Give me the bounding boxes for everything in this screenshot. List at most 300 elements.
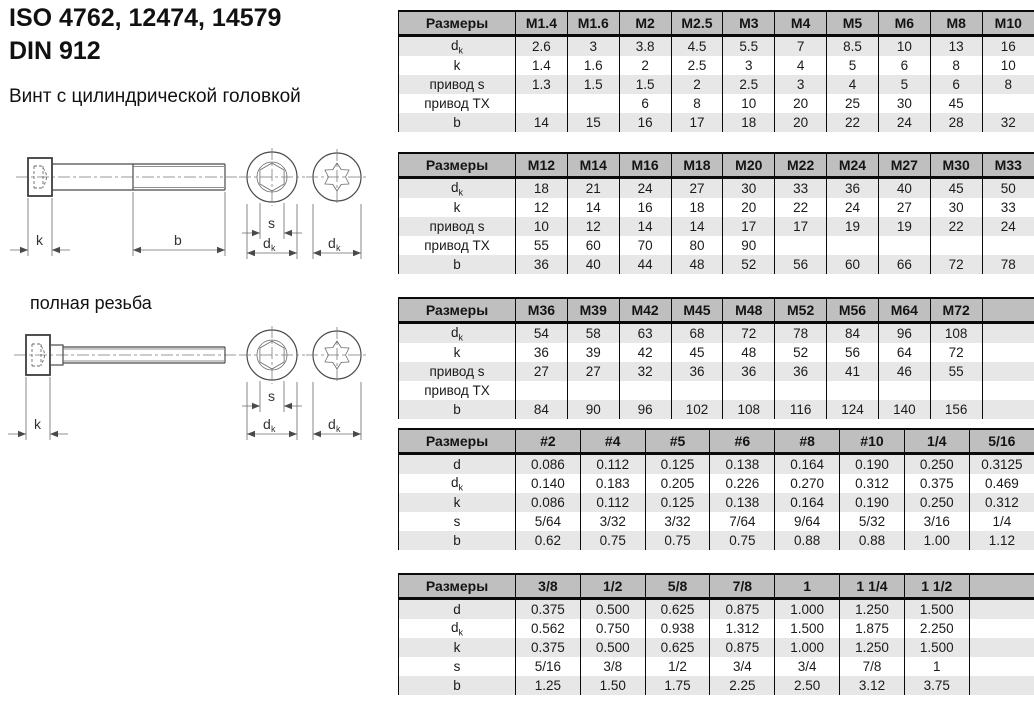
table-cell: 1.12 bbox=[969, 531, 1034, 550]
row-label: $d_k$ bbox=[399, 36, 516, 57]
table-cell: 3/32 bbox=[580, 512, 645, 531]
column-header: #2 bbox=[516, 429, 581, 454]
table-cell: 18 bbox=[516, 178, 568, 199]
table-cell: 84 bbox=[827, 323, 879, 344]
table-cell: 0.226 bbox=[710, 474, 775, 493]
table-cell bbox=[878, 236, 930, 255]
table-cell: 21 bbox=[567, 178, 619, 199]
table-cell: 10 bbox=[723, 94, 775, 113]
table-cell: 124 bbox=[827, 400, 879, 419]
table-cell: 41 bbox=[827, 362, 879, 381]
column-header bbox=[969, 574, 1034, 599]
column-header: M64 bbox=[878, 298, 930, 323]
table-cell: 63 bbox=[619, 323, 671, 344]
table-row bbox=[399, 36, 1034, 57]
row-label: $d_k$ bbox=[399, 323, 516, 344]
table-cell: 6 bbox=[619, 94, 671, 113]
table-cell: 0.164 bbox=[775, 493, 840, 512]
table-row bbox=[399, 474, 1034, 493]
table-cell: 2.6 bbox=[516, 36, 568, 57]
row-label: $d_k$ bbox=[399, 619, 516, 638]
dimensions-table-inch-small bbox=[398, 428, 1034, 550]
column-header: 1 1/2 bbox=[904, 574, 969, 599]
end-view-torx-socket bbox=[306, 149, 368, 259]
table-cell: 28 bbox=[930, 113, 982, 132]
table-cell: 0.125 bbox=[645, 454, 710, 475]
column-header: 1 bbox=[775, 574, 840, 599]
screw-drawing-partial-thread bbox=[0, 147, 395, 272]
table-cell: 1/4 bbox=[969, 512, 1034, 531]
table-cell: 84 bbox=[516, 400, 568, 419]
table-cell: 17 bbox=[671, 113, 723, 132]
table-cell bbox=[930, 236, 982, 255]
column-header: M3 bbox=[723, 11, 775, 36]
table-cell: 4 bbox=[775, 56, 827, 75]
label-dk-sub: k bbox=[271, 424, 276, 434]
label-dk-sub: k bbox=[336, 243, 341, 253]
dimension-b bbox=[133, 192, 225, 256]
table-cell: 1.000 bbox=[775, 599, 840, 620]
column-header bbox=[982, 298, 1034, 323]
table-cell: 156 bbox=[930, 400, 982, 419]
table-cell: 36 bbox=[516, 343, 568, 362]
page-title bbox=[9, 2, 281, 68]
label-dk-sub: k bbox=[336, 424, 341, 434]
column-header: M20 bbox=[723, 153, 775, 178]
dimension-k bbox=[10, 198, 70, 256]
table-cell: 0.375 bbox=[516, 638, 581, 657]
table-cell: 0.625 bbox=[645, 599, 710, 620]
table-cell: 52 bbox=[723, 255, 775, 274]
table-cell: 16 bbox=[619, 198, 671, 217]
row-label-header: Размеры bbox=[399, 429, 516, 454]
table-cell: 3/4 bbox=[775, 657, 840, 676]
table-cell: 3/16 bbox=[904, 512, 969, 531]
table-cell: 18 bbox=[723, 113, 775, 132]
table-cell: 30 bbox=[930, 198, 982, 217]
table-row bbox=[399, 75, 1034, 94]
table-cell: 48 bbox=[723, 343, 775, 362]
table-cell: 1.500 bbox=[775, 619, 840, 638]
table-cell bbox=[982, 94, 1034, 113]
table-cell: 13 bbox=[930, 36, 982, 57]
table-cell bbox=[827, 381, 879, 400]
table-cell: 1.250 bbox=[840, 638, 905, 657]
table-row bbox=[399, 198, 1034, 217]
column-header: 5/16 bbox=[969, 429, 1034, 454]
table-cell: 16 bbox=[619, 113, 671, 132]
table-cell: 72 bbox=[930, 255, 982, 274]
table-cell: 70 bbox=[619, 236, 671, 255]
table-cell bbox=[775, 381, 827, 400]
dimensions-table-inch-large bbox=[398, 573, 1034, 695]
table-cell: 2 bbox=[671, 75, 723, 94]
table-cell: 0.250 bbox=[904, 493, 969, 512]
table-cell: 72 bbox=[723, 323, 775, 344]
table-cell: 2.250 bbox=[904, 619, 969, 638]
table-cell: 0.625 bbox=[645, 638, 710, 657]
table-row bbox=[399, 236, 1034, 255]
table-cell: 4.5 bbox=[671, 36, 723, 57]
table-cell: 0.183 bbox=[580, 474, 645, 493]
table-cell: 0.086 bbox=[516, 493, 581, 512]
table-cell: 7/64 bbox=[710, 512, 775, 531]
table-row bbox=[399, 493, 1034, 512]
table-cell: 45 bbox=[671, 343, 723, 362]
table-cell: 1.000 bbox=[775, 638, 840, 657]
row-label: b bbox=[399, 400, 516, 419]
table-row bbox=[399, 362, 1034, 381]
table-cell: 108 bbox=[723, 400, 775, 419]
table-cell bbox=[969, 619, 1034, 638]
table-cell: 5 bbox=[878, 75, 930, 94]
column-header: M52 bbox=[775, 298, 827, 323]
table-cell: 2 bbox=[619, 56, 671, 75]
table-cell: 48 bbox=[671, 255, 723, 274]
table-cell: 8 bbox=[671, 94, 723, 113]
table-cell: 66 bbox=[878, 255, 930, 274]
table-cell bbox=[567, 381, 619, 400]
inch-table-no2-5_16 bbox=[398, 428, 1034, 550]
page-subtitle: Винт с цилиндрической головкой bbox=[9, 86, 301, 107]
table-cell: 80 bbox=[671, 236, 723, 255]
row-label: d bbox=[399, 599, 516, 620]
table-cell: 72 bbox=[930, 343, 982, 362]
table-cell: 0.375 bbox=[516, 599, 581, 620]
table-cell: 45 bbox=[930, 94, 982, 113]
table-cell: 36 bbox=[723, 362, 775, 381]
table-cell: 1.00 bbox=[904, 531, 969, 550]
label-dk-main: d bbox=[263, 235, 271, 251]
column-header: M48 bbox=[723, 298, 775, 323]
standard-iso-title: ISO 4762, 12474, 14579 bbox=[9, 4, 282, 32]
table-cell: 0.62 bbox=[516, 531, 581, 550]
table-cell: 3/8 bbox=[580, 657, 645, 676]
table-cell: 2.25 bbox=[710, 676, 775, 695]
row-label: k bbox=[399, 198, 516, 217]
table-cell: 17 bbox=[723, 217, 775, 236]
table-cell: 56 bbox=[775, 255, 827, 274]
table-cell: 0.75 bbox=[710, 531, 775, 550]
table-cell: 55 bbox=[516, 236, 568, 255]
label-k: k bbox=[36, 232, 43, 248]
table-row bbox=[399, 381, 1034, 400]
table-cell: 1.875 bbox=[840, 619, 905, 638]
row-label: d bbox=[399, 454, 516, 475]
column-header: 1/4 bbox=[904, 429, 969, 454]
column-header: M2 bbox=[619, 11, 671, 36]
table-cell: 8.5 bbox=[827, 36, 879, 57]
table-cell: 64 bbox=[878, 343, 930, 362]
row-label-header: Размеры bbox=[399, 574, 516, 599]
table-cell: 2.5 bbox=[671, 56, 723, 75]
table-cell bbox=[982, 362, 1034, 381]
label-dk-main: d bbox=[328, 235, 336, 251]
table-cell: 0.138 bbox=[710, 493, 775, 512]
table-cell: 0.086 bbox=[516, 454, 581, 475]
table-cell: 1.3 bbox=[516, 75, 568, 94]
column-header: M72 bbox=[930, 298, 982, 323]
dimensions-table-metric-small bbox=[398, 10, 1034, 132]
column-header: M36 bbox=[516, 298, 568, 323]
table-cell bbox=[969, 657, 1034, 676]
column-header: M39 bbox=[567, 298, 619, 323]
table-row bbox=[399, 56, 1034, 75]
table-cell: 0.75 bbox=[645, 531, 710, 550]
column-header: M42 bbox=[619, 298, 671, 323]
table-cell: 56 bbox=[827, 343, 879, 362]
column-header: M1.6 bbox=[567, 11, 619, 36]
label-dk-main: d bbox=[263, 416, 271, 432]
table-cell: 39 bbox=[567, 343, 619, 362]
row-label: k bbox=[399, 56, 516, 75]
table-cell: 18 bbox=[671, 198, 723, 217]
table-cell: 2.5 bbox=[723, 75, 775, 94]
table-cell: 68 bbox=[671, 323, 723, 344]
table-cell bbox=[619, 381, 671, 400]
table-cell: 3 bbox=[723, 56, 775, 75]
table-cell: 0.112 bbox=[580, 454, 645, 475]
dimensions-table-metric-large bbox=[398, 297, 1034, 419]
table-cell: 0.190 bbox=[840, 493, 905, 512]
column-header: M12 bbox=[516, 153, 568, 178]
table-cell: 1.6 bbox=[567, 56, 619, 75]
table-row bbox=[399, 619, 1034, 638]
column-header: M56 bbox=[827, 298, 879, 323]
table-cell: 8 bbox=[930, 56, 982, 75]
table-cell: 1/2 bbox=[645, 657, 710, 676]
table-cell bbox=[775, 236, 827, 255]
row-label: s bbox=[399, 512, 516, 531]
column-header: M18 bbox=[671, 153, 723, 178]
table-row bbox=[399, 657, 1034, 676]
table-cell: 44 bbox=[619, 255, 671, 274]
table-cell: 1 bbox=[904, 657, 969, 676]
column-header: M30 bbox=[930, 153, 982, 178]
table-cell bbox=[982, 236, 1034, 255]
table-cell: 0.875 bbox=[710, 638, 775, 657]
table-cell: 32 bbox=[982, 113, 1034, 132]
table-cell: 52 bbox=[775, 343, 827, 362]
table-cell: 7/8 bbox=[840, 657, 905, 676]
table-cell: 0.125 bbox=[645, 493, 710, 512]
column-header: #8 bbox=[775, 429, 840, 454]
table-cell bbox=[982, 323, 1034, 344]
table-cell: 40 bbox=[878, 178, 930, 199]
table-cell: 3.75 bbox=[904, 676, 969, 695]
metric-table-m1_4-m10 bbox=[398, 10, 1034, 132]
table-cell: 3.12 bbox=[840, 676, 905, 695]
column-header: M14 bbox=[567, 153, 619, 178]
table-cell: 36 bbox=[827, 178, 879, 199]
table-row bbox=[399, 113, 1034, 132]
table-cell: 14 bbox=[567, 198, 619, 217]
table-cell bbox=[827, 236, 879, 255]
table-cell bbox=[969, 676, 1034, 695]
table-cell: 3 bbox=[775, 75, 827, 94]
row-label: привод TX bbox=[399, 94, 516, 113]
table-cell: 0.270 bbox=[775, 474, 840, 493]
table-cell: 10 bbox=[982, 56, 1034, 75]
label-b: b bbox=[174, 232, 182, 248]
row-label: привод TX bbox=[399, 236, 516, 255]
table-cell: 19 bbox=[878, 217, 930, 236]
column-header: M24 bbox=[827, 153, 879, 178]
table-cell: 15 bbox=[567, 113, 619, 132]
table-cell: 0.562 bbox=[516, 619, 581, 638]
metric-table-m12-m33 bbox=[398, 152, 1034, 274]
table-cell: 0.75 bbox=[580, 531, 645, 550]
column-header: M6 bbox=[878, 11, 930, 36]
table-cell: 20 bbox=[723, 198, 775, 217]
table-cell: 27 bbox=[567, 362, 619, 381]
table-cell: 36 bbox=[516, 255, 568, 274]
table-cell: 0.250 bbox=[904, 454, 969, 475]
dimension-k bbox=[8, 377, 68, 440]
table-cell: 58 bbox=[567, 323, 619, 344]
row-label: b bbox=[399, 531, 516, 550]
table-cell: 1.75 bbox=[645, 676, 710, 695]
table-cell: 4 bbox=[827, 75, 879, 94]
table-cell: 5 bbox=[827, 56, 879, 75]
table-cell: 116 bbox=[775, 400, 827, 419]
table-cell: 5/16 bbox=[516, 657, 581, 676]
table-cell: 2.50 bbox=[775, 676, 840, 695]
table-cell: 9/64 bbox=[775, 512, 840, 531]
table-row bbox=[399, 512, 1034, 531]
table-cell: 78 bbox=[982, 255, 1034, 274]
table-cell: 16 bbox=[982, 36, 1034, 57]
column-header: 3/8 bbox=[516, 574, 581, 599]
table-cell: 6 bbox=[930, 75, 982, 94]
table-row bbox=[399, 217, 1034, 236]
table-cell: 1.500 bbox=[904, 638, 969, 657]
table-row bbox=[399, 400, 1034, 419]
table-cell: 55 bbox=[930, 362, 982, 381]
table-cell: 36 bbox=[671, 362, 723, 381]
table-cell: 102 bbox=[671, 400, 723, 419]
table-cell: 90 bbox=[723, 236, 775, 255]
table-cell: 14 bbox=[516, 113, 568, 132]
table-cell: 3 bbox=[567, 36, 619, 57]
table-cell: 30 bbox=[723, 178, 775, 199]
column-header: #6 bbox=[710, 429, 775, 454]
table-cell: 3.8 bbox=[619, 36, 671, 57]
column-header: #10 bbox=[840, 429, 905, 454]
row-label: привод s bbox=[399, 362, 516, 381]
full-thread-caption: полная резьба bbox=[30, 293, 152, 313]
row-label: b bbox=[399, 255, 516, 274]
table-cell: 0.312 bbox=[840, 474, 905, 493]
table-cell: 1.312 bbox=[710, 619, 775, 638]
label-s: s bbox=[268, 215, 275, 231]
table-cell: 27 bbox=[671, 178, 723, 199]
column-header: M10 bbox=[982, 11, 1034, 36]
table-cell: 24 bbox=[982, 217, 1034, 236]
table-cell: 7 bbox=[775, 36, 827, 57]
table-cell bbox=[969, 599, 1034, 620]
row-label: k bbox=[399, 638, 516, 657]
row-label: b bbox=[399, 676, 516, 695]
table-cell: 54 bbox=[516, 323, 568, 344]
row-label: b bbox=[399, 113, 516, 132]
table-cell: 6 bbox=[878, 56, 930, 75]
table-row bbox=[399, 676, 1034, 695]
column-header: M2.5 bbox=[671, 11, 723, 36]
table-cell: 0.500 bbox=[580, 599, 645, 620]
table-cell: 27 bbox=[516, 362, 568, 381]
table-cell: 0.875 bbox=[710, 599, 775, 620]
table-cell: 12 bbox=[567, 217, 619, 236]
table-cell bbox=[982, 381, 1034, 400]
table-cell: 45 bbox=[930, 178, 982, 199]
table-cell: 108 bbox=[930, 323, 982, 344]
table-row bbox=[399, 255, 1034, 274]
metric-table-m36-m72 bbox=[398, 297, 1034, 419]
table-cell: 96 bbox=[619, 400, 671, 419]
column-header: M8 bbox=[930, 11, 982, 36]
table-cell: 0.312 bbox=[969, 493, 1034, 512]
table-cell: 0.469 bbox=[969, 474, 1034, 493]
table-cell: 19 bbox=[827, 217, 879, 236]
table-cell: 0.750 bbox=[580, 619, 645, 638]
column-header: M33 bbox=[982, 153, 1034, 178]
column-header: 1 1/4 bbox=[840, 574, 905, 599]
table-cell: 96 bbox=[878, 323, 930, 344]
row-label-header: Размеры bbox=[399, 153, 516, 178]
table-cell: 30 bbox=[878, 94, 930, 113]
column-header: M45 bbox=[671, 298, 723, 323]
table-cell: 78 bbox=[775, 323, 827, 344]
table-cell: 24 bbox=[878, 113, 930, 132]
column-header: M1.4 bbox=[516, 11, 568, 36]
table-cell: 22 bbox=[775, 198, 827, 217]
table-cell: 1.50 bbox=[580, 676, 645, 695]
column-header: #5 bbox=[645, 429, 710, 454]
table-cell: 10 bbox=[516, 217, 568, 236]
table-cell: 46 bbox=[878, 362, 930, 381]
table-cell: 22 bbox=[827, 113, 879, 132]
table-cell: 24 bbox=[827, 198, 879, 217]
table-cell: 17 bbox=[775, 217, 827, 236]
table-cell: 1.4 bbox=[516, 56, 568, 75]
table-cell: 0.375 bbox=[904, 474, 969, 493]
end-view-hex-socket bbox=[239, 326, 305, 440]
table-cell: 42 bbox=[619, 343, 671, 362]
row-label: $d_k$ bbox=[399, 178, 516, 199]
row-label-header: Размеры bbox=[399, 11, 516, 36]
table-cell: 1.5 bbox=[619, 75, 671, 94]
dimensions-table-metric-medium bbox=[398, 152, 1034, 274]
row-label: привод s bbox=[399, 75, 516, 94]
table-cell bbox=[516, 381, 568, 400]
column-header: #4 bbox=[580, 429, 645, 454]
table-cell: 5/32 bbox=[840, 512, 905, 531]
table-row bbox=[399, 323, 1034, 344]
table-cell: 5/64 bbox=[516, 512, 581, 531]
table-cell: 3/4 bbox=[710, 657, 775, 676]
table-cell: 0.3125 bbox=[969, 454, 1034, 475]
table-cell: 140 bbox=[878, 400, 930, 419]
table-cell: 25 bbox=[827, 94, 879, 113]
column-header: M27 bbox=[878, 153, 930, 178]
inch-table-3_8-1_1_2 bbox=[398, 573, 1034, 695]
column-header: 7/8 bbox=[710, 574, 775, 599]
table-cell: 1.250 bbox=[840, 599, 905, 620]
table-row bbox=[399, 638, 1034, 657]
table-cell bbox=[969, 638, 1034, 657]
table-cell: 20 bbox=[775, 94, 827, 113]
